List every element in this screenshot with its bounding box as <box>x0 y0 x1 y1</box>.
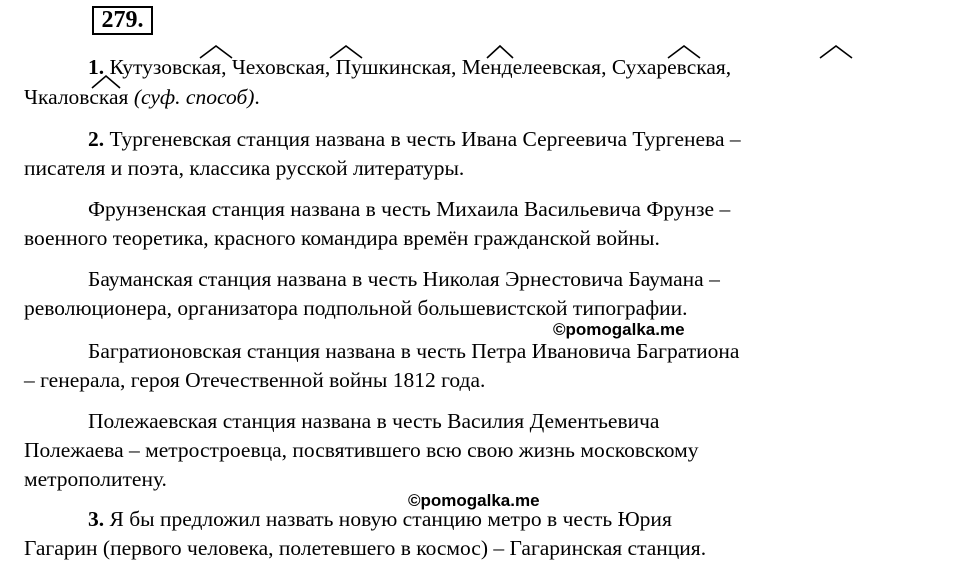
word-pushkinskaya: Пушкинская, <box>335 55 457 79</box>
part3-number: 3. <box>88 507 105 531</box>
word-chkalovskaya: Чкаловская <box>24 85 129 109</box>
p2-para4-line1: Багратионовская станция названа в честь Петра Ивановича Багратиона <box>88 339 740 363</box>
p2-para3-line2: революционера, организатора подпольной большевистской типографии. <box>24 296 688 320</box>
suffix-arc-icon <box>820 46 852 58</box>
word-mendeleevskaya: Менделеевская, <box>461 55 607 79</box>
part3-line2: Гагарин (первого человека, полетевшего в космос) – Гагаринская станция. <box>24 536 707 560</box>
p2-para2-line2: военного теоретика, красного командира времён гражданской войны. <box>24 226 660 250</box>
p2-para2-line1: Фрунзенская станция названа в честь Михаила Васильевича Фрунзе – <box>88 197 731 221</box>
part1-end: . <box>254 85 260 109</box>
word-chekhovskaya: Чеховская, <box>231 55 331 79</box>
p2-para5-line2: Полежаева – метростроевца, посвятившего всю свою жизнь московскому <box>24 438 699 462</box>
part1-note: (суф. способ) <box>133 85 255 109</box>
suffix-arc-icon <box>487 46 513 58</box>
suffix-arc-icon <box>200 46 232 58</box>
part2-number: 2. <box>88 127 105 151</box>
part1-number: 1. <box>88 55 105 79</box>
word-sukharevskaya: Сухаревская, <box>611 55 732 79</box>
part3-line1 <box>88 509 672 531</box>
p2-para5-line3: метрополитену. <box>24 467 167 491</box>
watermark: ©pomogalka.me <box>408 491 540 510</box>
suffix-arc-icon <box>330 46 362 58</box>
p2-para1-text: Тургеневская станция названа в честь Ивана Сергеевича Тургенева – <box>109 127 741 151</box>
word-kutuzovskaya: Кутузовская, <box>109 55 227 79</box>
p2-para4-line2: – генерала, героя Отечественной войны 1812 года. <box>24 368 486 392</box>
exercise-number: 279. <box>92 6 153 35</box>
p2-para5-line1: Полежаевская станция названа в честь Василия Дементьевича <box>88 409 660 433</box>
part3-text: Я бы предложил назвать новую станцию метро в честь Юрия <box>109 507 672 531</box>
suffix-arc-icon <box>92 76 120 88</box>
suffix-arc-icon <box>668 46 700 58</box>
p2-para1-line2: писателя и поэта, классика русской литературы. <box>24 156 465 180</box>
p2-para3-line1: Бауманская станция названа в честь Николая Эрнестовича Баумана – <box>88 267 720 291</box>
p2-para1-line1 <box>88 129 741 151</box>
watermark: ©pomogalka.me <box>553 320 685 339</box>
